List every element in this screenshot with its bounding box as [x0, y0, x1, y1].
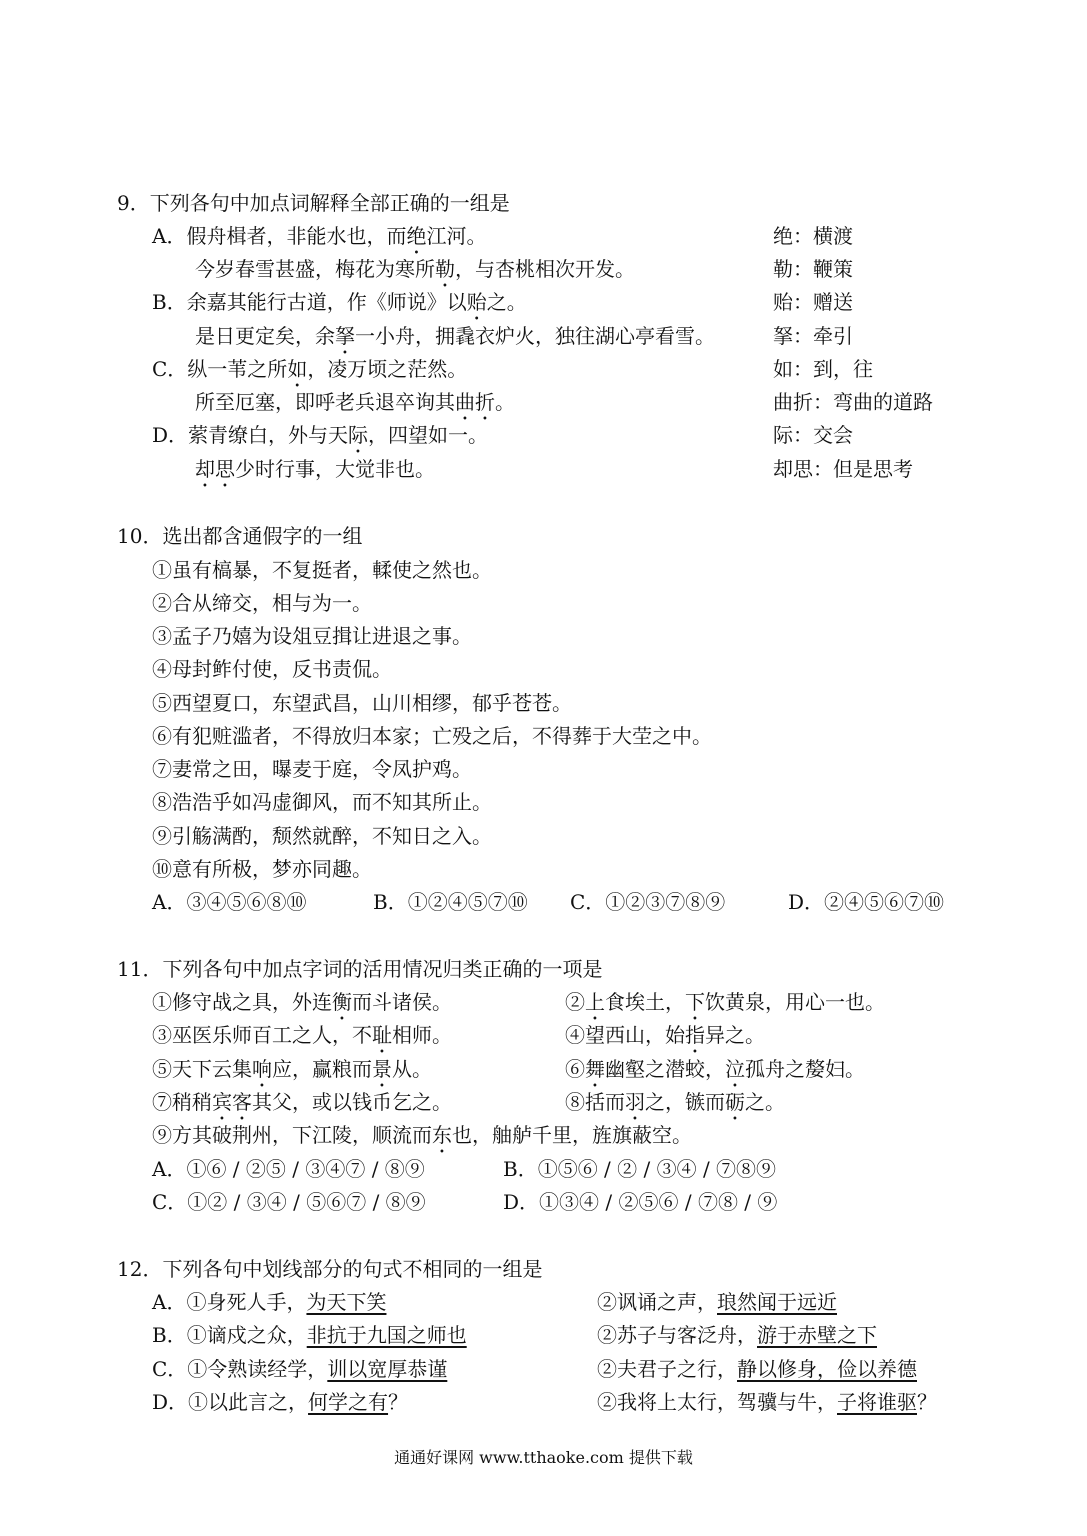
- q9-gloss-c2: 曲折：弯曲的道路: [773, 390, 933, 414]
- q12-option-a-right: ②讽诵之声，琅然闻于远近: [597, 1290, 837, 1314]
- q11-item-3: ③巫医乐师百工之人，不耻相师。: [152, 1023, 452, 1047]
- q11-option-a: A．①⑥ / ②⑤ / ③④⑦ / ⑧⑨: [152, 1157, 425, 1181]
- q11-item-2: ②上食埃土，下饮黄泉，用心一也。: [565, 990, 885, 1014]
- q11-item-8: ⑧括而羽之，镞而砺之。: [565, 1090, 785, 1114]
- q9-gloss-c1: 如：到，往: [773, 357, 873, 381]
- q12-option-a-left: A．①身死人手，为天下笑: [152, 1290, 387, 1314]
- q9-option-a-line1: A．假舟楫者，非能水也，而绝江河。: [152, 224, 487, 248]
- q10-item: ⑦妻常之田，曝麦于庭，令凤护鸡。: [152, 757, 472, 781]
- q10-item: ④母封鲊付使，反书责侃。: [152, 657, 392, 681]
- q11-item-5: ⑤天下云集响应，赢粮而景从。: [152, 1057, 432, 1081]
- q10-item: ⑧浩浩乎如冯虚御风，而不知其所止。: [152, 790, 492, 814]
- q10-item: ⑨引觞满酌，颓然就醉，不知日之入。: [152, 824, 492, 848]
- q11-item-6: ⑥舞幽壑之潜蛟，泣孤舟之嫠妇。: [565, 1057, 865, 1081]
- q11-item-7: ⑦稍稍宾客其父，或以钱币乞之。: [152, 1090, 452, 1114]
- q10-option-c: C．①②③⑦⑧⑨: [570, 890, 726, 914]
- q12-option-d-left: D．①以此言之，何学之有？: [152, 1390, 409, 1414]
- q9-gloss-b1: 贻：赠送: [773, 290, 853, 314]
- q11-option-d: D．①③④ / ②⑤⑥ / ⑦⑧ / ⑨: [503, 1190, 778, 1214]
- q10-item: ③孟子乃嬉为设俎豆揖让进退之事。: [152, 624, 472, 648]
- q11-option-c: C．①② / ③④ / ⑤⑥⑦ / ⑧⑨: [152, 1190, 426, 1214]
- q11-item-9: ⑨方其破荆州，下江陵，顺流而东也，舳舻千里，旌旗蔽空。: [152, 1123, 692, 1147]
- q9-option-b-line1: B．余嘉其能行古道，作《师说》以贻之。: [152, 290, 527, 314]
- q9-option-b-line2: 是日更定矣，余拏一小舟，拥毳衣炉火，独往湖心亭看雪。: [195, 324, 715, 348]
- q9-gloss-a1: 绝：横渡: [773, 224, 853, 248]
- q10-option-b: B．①②④⑤⑦⑩: [373, 890, 528, 914]
- q9-option-c-line2: 所至厄塞，即呼老兵退卒询其曲折。: [195, 390, 515, 414]
- q9-option-a-line2: 今岁春雪甚盛，梅花为寒所勒，与杏桃相次开发。: [195, 257, 635, 281]
- q12-option-d-right: ②我将上太行，驾骥与牛，子将谁驱？: [597, 1390, 937, 1414]
- q9-gloss-d2: 却思：但是思考: [773, 457, 913, 481]
- page-footer: 通通好课网 www.tthaoke.com 提供下载: [394, 1448, 693, 1467]
- q12-option-b-left: B．①谪戍之众，非抗于九国之师也: [152, 1323, 467, 1347]
- q10-item: ①虽有槁暴，不复挺者，輮使之然也。: [152, 558, 492, 582]
- q12-option-b-right: ②苏子与客泛舟，游于赤壁之下: [597, 1323, 877, 1347]
- q9-gloss-d1: 际：交会: [773, 423, 853, 447]
- q9-option-c-line1: C．纵一苇之所如，凌万顷之茫然。: [152, 357, 468, 381]
- q10-item: ⑤西望夏口，东望武昌，山川相缪，郁乎苍苍。: [152, 691, 572, 715]
- q12-stem: 12．下列各句中划线部分的句式不相同的一组是: [117, 1257, 543, 1281]
- q12-option-c-left: C．①令熟读经学，训以宽厚恭谨: [152, 1357, 448, 1381]
- q10-item: ②合从缔交，相与为一。: [152, 591, 372, 615]
- q9-option-d-line1: D．萦青缭白，外与天际，四望如一。: [152, 423, 489, 447]
- q10-stem: 10．选出都含通假字的一组: [117, 524, 363, 548]
- q10-option-d: D．②④⑤⑥⑦⑩: [788, 890, 945, 914]
- q11-item-1: ①修守战之具，外连衡而斗诸侯。: [152, 990, 452, 1014]
- q9-stem: 9．下列各句中加点词解释全部正确的一组是: [117, 191, 510, 215]
- q11-stem: 11．下列各句中加点字词的活用情况归类正确的一项是: [117, 957, 603, 981]
- q9-gloss-a2: 勒：鞭策: [773, 257, 853, 281]
- q10-item: ⑥有犯赃滥者，不得放归本家；亡殁之后，不得葬于大茔之中。: [152, 724, 712, 748]
- q9-gloss-b2: 拏：牵引: [773, 324, 853, 348]
- q10-option-a: A．③④⑤⑥⑧⑩: [152, 890, 307, 914]
- q11-option-b: B．①⑤⑥ / ② / ③④ / ⑦⑧⑨: [503, 1157, 777, 1181]
- q11-item-4: ④望西山，始指异之。: [565, 1023, 765, 1047]
- q12-option-c-right: ②夫君子之行，静以修身，俭以养德: [597, 1357, 917, 1381]
- q10-item: ⑩意有所极，梦亦同趣。: [152, 857, 372, 881]
- q9-option-d-line2: 却思少时行事，大觉非也。: [195, 457, 435, 481]
